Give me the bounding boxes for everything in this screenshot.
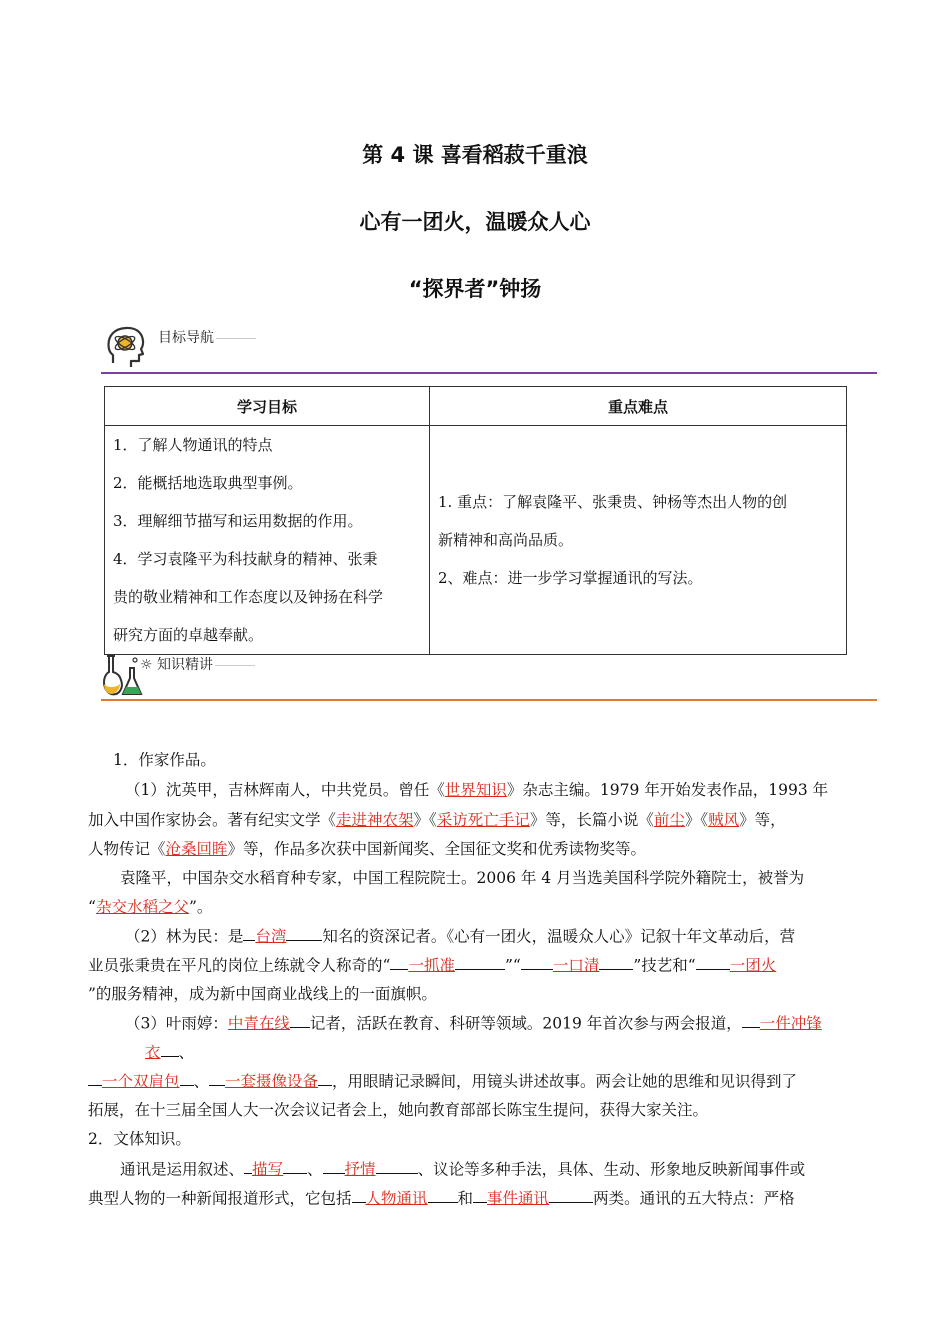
head-brain-icon [103,323,151,375]
answer-text: 杂交水稻之父 [95,898,189,916]
paragraph-line: ”的服务精神，成为新中国商业战线上的一面旗帜。 [88,985,437,1003]
answer-text: 一套摄像设备 [225,1072,319,1091]
answer-text: 人物通讯 [365,1189,428,1208]
goal-item: 1．了解人物通讯的特点 [113,436,273,454]
paragraph-line: 通讯是运用叙述、 描写 、 抒情 、议论等多种手法，具体、生动、形象地反映新闻事件或 [120,1157,805,1179]
answer-text: 描写 [252,1160,284,1179]
answer-text: 沧桑回眸 [165,840,228,858]
answer-text: 采访死亡手记 [436,811,530,829]
answer-text: 一个双肩包 [102,1072,180,1091]
answer-text: 走进神农架 [336,811,414,829]
answer-text: 世界知识 [444,781,507,799]
key-point-item: 2、难点：进一步学习掌握通讯的写法。 [438,569,703,587]
paragraph-line: “杂交水稻之父”。 [88,898,213,916]
article-title-2: “探界者”钟扬 [408,277,542,301]
paragraph-line: 加入中国作家协会。著有纪实文学《走进神农架》《采访死亡手记》等，长篇小说《前尘》《贼风》等， [88,811,786,829]
heading-author-works: 1．作家作品。 [113,751,216,769]
goal-nav-label: 目标导航 [158,327,256,347]
goal-nav-rule [101,372,877,374]
answer-text: 一口清 [552,956,600,975]
paragraph-line: （1）沈英甲，吉林辉南人，中共党员。曾任《世界知识》杂志主编。1979 年开始发表作品，1993 年 [125,781,829,799]
table-header-key-points: 重点难点 [430,387,847,426]
answer-text: 抒情 [344,1160,376,1179]
paragraph-line: 一个双肩包 、 一套摄像设备 ，用眼睛记录瞬间，用镜头讲述故事。两会让她的思维和见识得到了 [88,1069,797,1091]
goal-item: 3．理解细节描写和运用数据的作用。 [113,512,363,530]
answer-text: 中青在线 [227,1014,290,1033]
heading-genre-knowledge: 2．文体知识。 [88,1130,191,1148]
paragraph-line: （3）叶雨婷：中青在线 记者，活跃在教育、科研等领域。2019 年首次参与两会报道， 一件冲锋 [125,1011,822,1033]
key-point-item: 新精神和高尚品质。 [438,531,574,549]
answer-text: 一抓准 [408,956,455,975]
answer-text: 衣 [145,1043,161,1062]
answer-text: 贼风 [708,811,740,829]
paragraph-line: 典型人物的一种新闻报道形式，它包括 人物通讯 和 事件通讯 两类。通讯的五大特点：严格 [88,1186,795,1208]
answer-text: 前尘 [653,811,685,829]
paragraph-line: 人物传记《沧桑回眸》等，作品多次获中国新闻奖、全国征文奖和优秀读物奖等。 [88,840,647,858]
paragraph-line: 业员张秉贵在平凡的岗位上练就令人称奇的“ 一抓准 ”“ 一口清 ”技艺和“ 一团火 [88,953,776,975]
article-title-1: 心有一团火，温暖众人心 [359,210,591,234]
lesson-title: 第 4 课 喜看稻菽千重浪 [362,143,588,167]
paragraph-line: 衣 、 [145,1040,194,1062]
knowledge-label: ☼ 知识精讲 [140,654,255,674]
goal-item: 4．学习袁隆平为科技献身的精神、张秉 [113,550,378,568]
flask-icon [99,654,145,702]
goal-item: 2．能概括地选取典型事例。 [113,474,303,492]
answer-text: 台湾 [255,927,287,946]
answer-text: 一件冲锋 [759,1014,822,1033]
paragraph-line: 袁隆平，中国杂交水稻育种专家，中国工程院院士。2006 年 4 月当选美国科学院外籍院士，被誉为 [120,869,805,887]
key-points-cell [430,426,847,655]
answer-text: 一团火 [729,956,777,975]
key-point-item: 1. 重点：了解袁隆平、张秉贵、钟杨等杰出人物的创 [438,493,788,511]
paragraph-line: （2）林为民：是 台湾 知名的资深记者。《心有一团火，温暖众人心》记叙十年文革动后，营 [125,924,795,946]
goals-cell [105,426,430,655]
goal-item: 贵的敬业精神和工作态度以及钟扬在科学 [113,588,384,606]
table-header-goals: 学习目标 [105,387,430,426]
answer-text: 事件通讯 [487,1189,550,1208]
goal-item: 研究方面的卓越奉献。 [113,626,264,644]
paragraph-line: 拓展，在十三届全国人大一次会议记者会上，她向教育部部长陈宝生提问，获得大家关注。 [88,1101,709,1119]
goals-table [104,386,847,655]
knowledge-rule [101,699,877,701]
